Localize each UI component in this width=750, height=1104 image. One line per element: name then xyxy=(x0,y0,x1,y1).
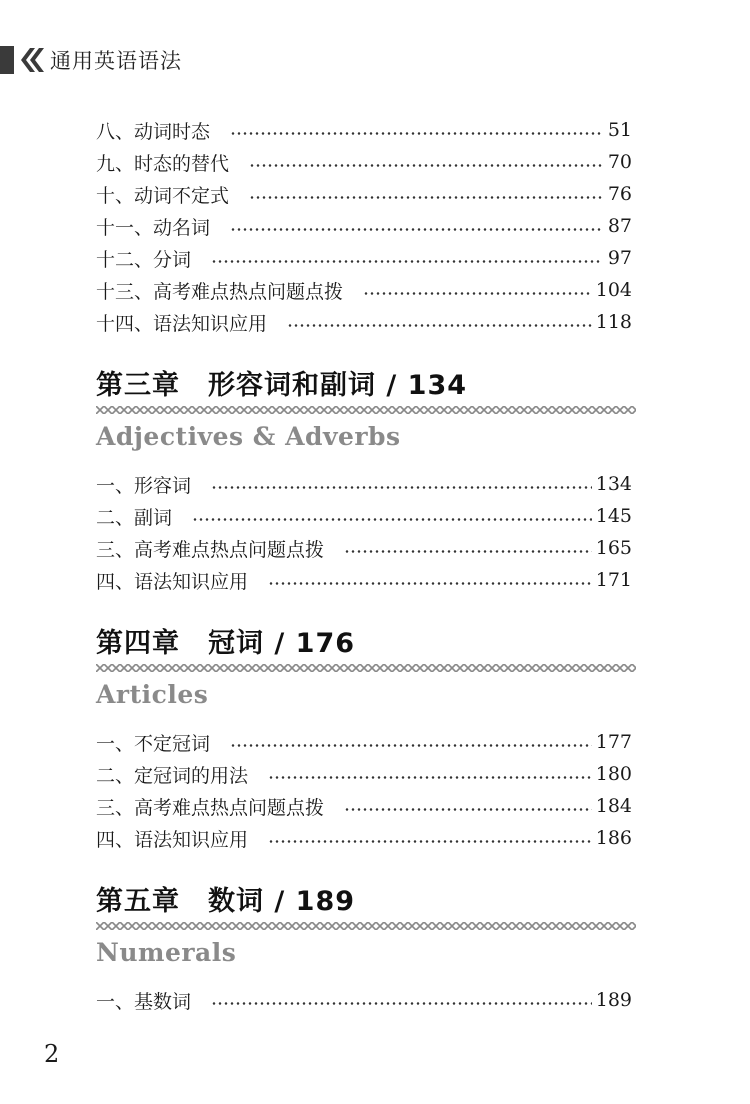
toc-entry[interactable] xyxy=(96,565,632,595)
leader-dots xyxy=(363,292,592,295)
leader-dots xyxy=(230,744,592,747)
toc-entry[interactable] xyxy=(96,823,632,853)
toc-entry[interactable] xyxy=(96,307,632,337)
leader-dots xyxy=(344,550,592,553)
leader-dots xyxy=(192,518,592,521)
toc-entry-label: 三、高考难点热点问题点拨 xyxy=(96,538,325,561)
toc-entry-label: 十、动词不定式 xyxy=(96,184,230,207)
chapter-name: 形容词和副词 / 134 xyxy=(208,370,468,401)
chapter-name: 数词 / 189 xyxy=(208,886,356,917)
toc-entry-page: 70 xyxy=(607,151,632,173)
diamond-rule xyxy=(96,922,636,930)
toc-entry[interactable] xyxy=(96,985,632,1015)
toc-entry[interactable] xyxy=(96,275,632,305)
toc-entry-page: 134 xyxy=(595,473,632,495)
toc-entry-page: 104 xyxy=(595,279,632,301)
toc-entry[interactable] xyxy=(96,115,632,145)
toc-entry-page: 186 xyxy=(595,827,632,849)
chapter-heading-5[interactable] xyxy=(96,884,636,967)
header-bar-icon xyxy=(0,46,14,74)
page-number: 2 xyxy=(44,1040,60,1068)
toc-entry-label: 一、形容词 xyxy=(96,474,192,497)
toc-entry-page: 171 xyxy=(595,569,632,591)
double-chevron-icon xyxy=(18,46,44,74)
toc-entry-label: 四、语法知识应用 xyxy=(96,570,249,593)
toc-entry[interactable] xyxy=(96,243,632,273)
toc-entry[interactable] xyxy=(96,501,632,531)
toc-entry-page: 180 xyxy=(595,763,632,785)
leader-dots xyxy=(211,260,602,263)
chapter-heading-4[interactable] xyxy=(96,626,636,709)
chapter-number: 第五章 xyxy=(96,886,180,917)
toc-entry-label: 十二、分词 xyxy=(96,248,192,271)
toc-entry-label: 十一、动名词 xyxy=(96,216,211,239)
toc-entry[interactable] xyxy=(96,469,632,499)
book-title: 通用英语语法 xyxy=(50,49,182,73)
leader-dots xyxy=(211,486,592,489)
toc-entry[interactable] xyxy=(96,727,632,757)
toc-entry-page: 118 xyxy=(595,311,632,333)
leader-dots xyxy=(230,228,602,231)
toc-entry-label: 一、不定冠词 xyxy=(96,732,211,755)
toc-entry[interactable] xyxy=(96,211,632,241)
toc-entry-page: 189 xyxy=(595,989,632,1011)
toc-entry-page: 76 xyxy=(607,183,632,205)
chapter-english-title: Adjectives & Adverbs xyxy=(96,422,401,451)
toc-entry-label: 十四、语法知识应用 xyxy=(96,312,268,335)
chapter-english-title: Articles xyxy=(96,680,209,709)
toc-entry-page: 145 xyxy=(595,505,632,527)
toc-entry-label: 十三、高考难点热点问题点拨 xyxy=(96,280,344,303)
leader-dots xyxy=(287,324,592,327)
toc-entry[interactable] xyxy=(96,147,632,177)
toc-entry-label: 三、高考难点热点问题点拨 xyxy=(96,796,325,819)
toc-entry-label: 一、基数词 xyxy=(96,990,192,1013)
chapter-english-title: Numerals xyxy=(96,938,237,967)
toc-entry-label: 八、动词时态 xyxy=(96,120,211,143)
diamond-rule xyxy=(96,406,636,414)
toc-entry[interactable] xyxy=(96,791,632,821)
leader-dots xyxy=(268,840,592,843)
toc-entry-label: 二、定冠词的用法 xyxy=(96,764,249,787)
toc-entry-label: 二、副词 xyxy=(96,506,173,529)
toc-entry-label: 九、时态的替代 xyxy=(96,152,230,175)
leader-dots xyxy=(211,1002,592,1005)
leader-dots xyxy=(230,132,602,135)
leader-dots xyxy=(249,164,602,167)
toc-entry[interactable] xyxy=(96,179,632,209)
leader-dots xyxy=(344,808,592,811)
toc-entry-page: 177 xyxy=(595,731,632,753)
chapter-heading-3[interactable] xyxy=(96,368,636,451)
running-header xyxy=(0,40,182,80)
toc-entry-page: 184 xyxy=(595,795,632,817)
toc-entry[interactable] xyxy=(96,759,632,789)
leader-dots xyxy=(268,582,592,585)
chapter-number: 第三章 xyxy=(96,370,180,401)
leader-dots xyxy=(249,196,602,199)
toc-entry-page: 87 xyxy=(607,215,632,237)
diamond-rule xyxy=(96,664,636,672)
toc-entry-page: 165 xyxy=(595,537,632,559)
toc-entry-page: 97 xyxy=(607,247,632,269)
toc-entry-label: 四、语法知识应用 xyxy=(96,828,249,851)
toc-entry[interactable] xyxy=(96,533,632,563)
chapter-name: 冠词 / 176 xyxy=(208,628,356,659)
chapter-title xyxy=(96,884,636,920)
toc-entry-page: 51 xyxy=(607,119,632,141)
chapter-title xyxy=(96,368,636,404)
leader-dots xyxy=(268,776,592,779)
chapter-number: 第四章 xyxy=(96,628,180,659)
chapter-title xyxy=(96,626,636,662)
